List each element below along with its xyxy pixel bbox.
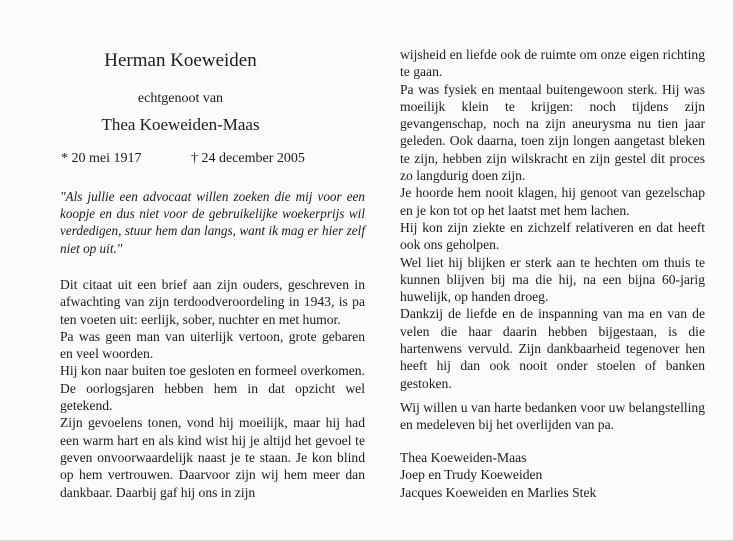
- birth-date: * 20 mei 1917: [61, 151, 142, 166]
- paragraph: Hij kon zijn ziekte en zichzelf relativeren en dat heeft ook ons geholpen.: [400, 219, 705, 253]
- thanks-text: Wij willen u van harte bedanken voor uw belangstelling en medeleven bij het overlijden van pa.: [400, 400, 705, 433]
- signers-list: [400, 449, 705, 501]
- deceased-name: Herman Koeweiden: [104, 50, 257, 71]
- paragraph: Wel liet hij blijken er sterk aan te hechten om thuis te kunnen blijven bij ma die hij, na een bijna 60-jarig huwelijk, op handen droeg.: [400, 254, 705, 305]
- letter-quote: "Als jullie een advocaat willen zoeken die mij voor een koopje en dus niet voor de gebruikelijke woekerprijs wil verdedigen, stuur hem dan langs, want ik mag er hier zelf niet op uit.": [60, 189, 365, 256]
- spouse-name: Thea Koeweiden-Maas: [101, 115, 260, 134]
- paragraph: Dankzij de liefde en de inspanning van ma en van de velen die haar daarin hebben bijgestaan, is die hartenwens vervuld. Zijn dankbaarheid tegenover hen heeft hij dan ook nooit onder stoelen of banken gestoken.: [400, 306, 705, 391]
- left-body-text: [60, 276, 365, 501]
- paragraph: Zijn gevoelens tonen, vond hij moeilijk, maar hij had een warm hart en als kind wist hij je altijd het gevoel te geven onvoorwaardelijk naast je te staan. Je kon blind op hem vertrouwen. Daarvoor zijn wij hem meer dan dankbaar. Daarbij gaf hij ons in zijn: [60, 415, 365, 500]
- paragraph: wijsheid en liefde ook de ruimte om onze eigen richting te gaan.: [400, 47, 705, 80]
- signer: Thea Koeweiden-Maas: [400, 450, 527, 465]
- spouse-label: echtgenoot van: [137, 91, 224, 106]
- death-date: † 24 december 2005: [191, 151, 305, 166]
- paragraph: Je hoorde hem nooit klagen, hij genoot van gezelschap en je kon tot op het laatst met hem lachen.: [400, 185, 705, 218]
- signer: Joep en Trudy Koeweiden: [400, 467, 543, 483]
- right-body-text: [400, 46, 705, 392]
- signer: Jacques Koeweiden en Marlies Stek: [400, 484, 597, 500]
- paragraph: Pa was geen man van uiterlijk vertoon, grote gebaren en veel woorden.: [60, 328, 365, 362]
- paragraph: Dit citaat uit een brief aan zijn ouders, geschreven in afwachting van zijn terdoodveroordeling in 1943, is pa ten voeten uit: eerlijk, sober, nuchter en met humor.: [60, 277, 365, 327]
- paragraph: Hij kon naar buiten toe gesloten en formeel overkomen. De oorlogsjaren hebben hem in dat opzicht wel getekend.: [60, 363, 365, 414]
- paragraph: Pa was fysiek en mentaal buitengewoon sterk. Hij was moeilijk klein te krijgen: noch tijdens zijn gevangenschap, noch na zijn aneurysma nu tien jaar geleden. Ook daarna, toen zijn longen aangetast bleken te zijn, hebben zijn wilskracht en zijn gestel dit proces zo langdurig doen zijn.: [400, 81, 705, 184]
